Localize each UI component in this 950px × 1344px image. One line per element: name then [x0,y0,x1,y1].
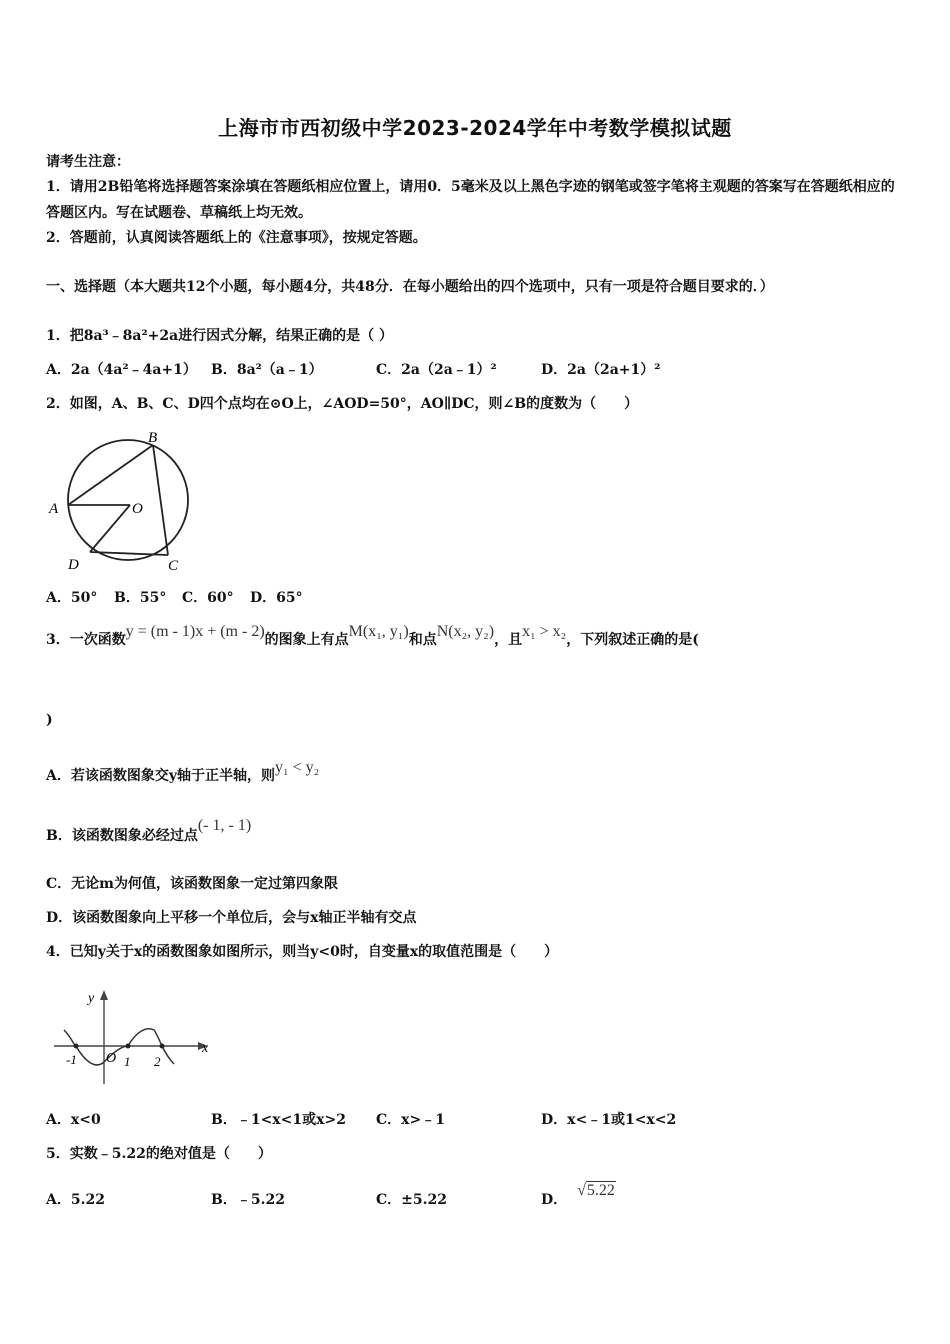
question-4-options [46,1110,676,1130]
notice-item-2: 2．答题前，认真阅读答题纸上的《注意事项》，按规定答题。 [46,230,427,246]
question-3-stem [46,623,699,650]
q4-option-b: B．﹣1<x<1或x>2 [211,1112,346,1128]
question-1-options [46,360,660,380]
point-1 [126,1044,131,1049]
chord-bc [153,445,168,555]
q5-sqrt [577,1182,616,1199]
q4-option-d: D．x<﹣1或1<x<2 [541,1112,677,1128]
question-5-stem: 5．实数﹣5.22的绝对值是（ ） [46,1146,272,1162]
question-5-options [46,1182,616,1210]
q3-stem-a: 3．一次函数 [46,632,126,648]
tick-label-1: 1 [124,1054,131,1069]
label-a: A [49,501,59,517]
q3-point-m: M(x₁, y₁) [348,623,409,640]
q3-option-c: C．无论m为何值，该函数图象一定过第四象限 [46,876,338,892]
q1-option-a: A．2a（4a²﹣4a+1） [46,362,197,378]
q5-option-d-label: D． [541,1192,568,1208]
sqrt-sign: √ [577,1182,586,1199]
axis-label-y: y [88,991,95,1006]
q5-option-a: A．5.22 [46,1192,105,1208]
function-graph [50,984,220,1089]
chord-ab [68,445,153,505]
tick-label-minus1: -1 [66,1052,77,1067]
q3-function: y = (m - 1)x + (m - 2) [125,623,265,640]
q1-option-d: D．2a（2a+1）² [541,362,661,378]
q3-stem-d: ，且 [494,632,523,648]
q3-condition: x₁ > x₂ [522,623,567,640]
q1-option-c: C．2a（2a﹣1）² [376,362,497,378]
section-1-heading: 一、选择题（本大题共12个小题，每小题4分，共48分．在每小题给出的四个选项中，只有一项是符合题目要求的．） [46,279,774,295]
q4-option-c: C．x>﹣1 [376,1112,445,1128]
q3-stem-c: 和点 [408,632,437,648]
tick-label-2: 2 [154,1054,161,1069]
label-d: D [68,557,79,573]
q3-close-paren: ) [46,712,53,728]
q3-option-a-text: A．若该函数图象交y轴于正半轴，则 [46,768,275,784]
circle-figure [44,428,204,573]
q2-option-d: D．65° [250,590,303,606]
notice-heading: 请考生注意： [46,154,130,170]
q2-option-b: B．55° [114,590,167,606]
q2-option-c: C．60° [182,590,234,606]
circle-o [68,440,188,560]
q3-option-b-text: B．该函数图象必经过点 [46,828,198,844]
q3-point-n: N(x₂, y₂) [436,623,495,640]
q3-option-b [46,817,252,846]
page-title: 上海市市西初级中学2023-2024学年中考数学模拟试题 [218,116,732,140]
q3-option-b-math: (- 1, - 1) [197,817,252,834]
point-minus1 [74,1044,79,1049]
question-2-options [46,588,303,608]
label-b: B [148,430,158,446]
question-4-stem: 4．已知y关于x的函数图象如图所示，则当y<0时，自变量x的取值范围是（ ） [46,944,559,960]
sqrt-radicand: 5.22 [586,1182,615,1199]
question-2-stem: 2．如图，A、B、C、D四个点均在⊙O上，∠AOD=50°，AO∥DC，则∠B的度数为（ ） [46,396,639,412]
segment-od [90,505,130,552]
q3-stem-e: ，下列叙述正确的是( [566,632,699,648]
question-1-stem: 1．把8a³﹣8a²+2a进行因式分解，结果正确的是（ ） [46,328,394,344]
q2-option-a: A．50° [46,590,98,606]
label-o: O [132,501,143,517]
origin-label: O [106,1051,117,1066]
q3-option-a-math: y₁ < y₂ [275,759,320,776]
y-axis-arrow [100,990,108,1000]
notice-item-1: 1．请用2B铅笔将选择题答案涂填在答题纸相应位置上，请用0．5毫米及以上黑色字迹的钢笔或签字笔将主观题的答案写在答题纸相应的答题区内。写在试题卷、草稿纸上均无效。 [46,179,895,221]
q4-option-a: A．x<0 [46,1112,101,1128]
q5-option-b: B．﹣5.22 [211,1192,285,1208]
q1-option-b: B．8a²（a﹣1） [211,362,323,378]
point-2 [160,1044,165,1049]
q3-option-d: D．该函数图象向上平移一个单位后，会与x轴正半轴有交点 [46,910,417,926]
label-c: C [168,558,179,573]
axis-label-x: x [202,1041,209,1056]
q5-option-c: C．±5.22 [376,1192,447,1208]
q5-option-d [541,1182,616,1210]
q3-option-a [46,759,320,786]
q3-stem-b: 的图象上有点 [264,632,349,648]
